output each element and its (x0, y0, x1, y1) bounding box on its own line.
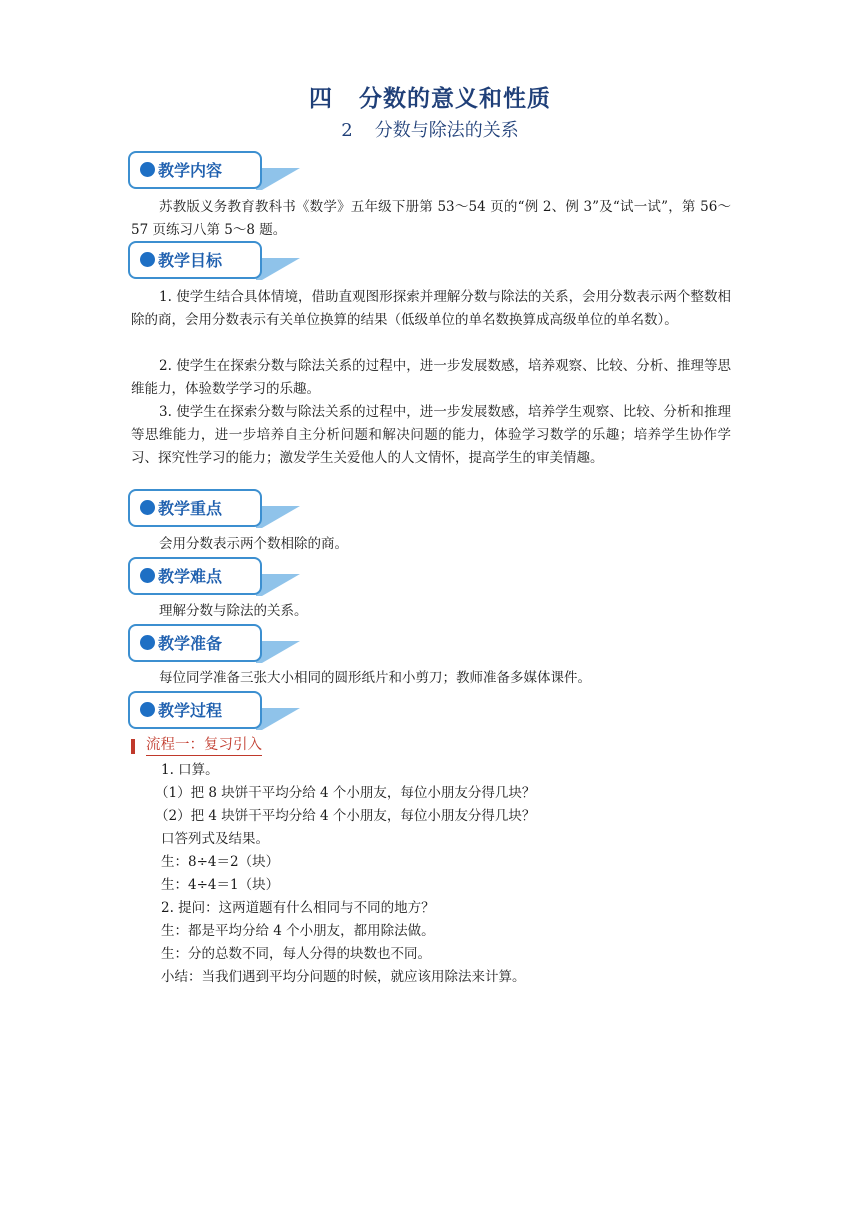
heading-badge-process (128, 691, 300, 733)
heading-label: 教学内容 (158, 161, 223, 180)
process-line: 生：4÷4＝1（块） (161, 877, 280, 893)
bullet-dot-icon (140, 500, 155, 515)
heading-label: 教学难点 (158, 567, 223, 586)
chapter-name: 分数的意义和性质 (359, 86, 551, 112)
badge-tail-shape (256, 641, 300, 663)
process-line: 生：8÷4＝2（块） (161, 854, 280, 870)
badge-tail-shape (256, 574, 300, 596)
process-line: （1）把 8 块饼干平均分给 4 个小朋友，每位小朋友分得几块？ (155, 785, 536, 801)
heading-badge-difficulties (128, 557, 300, 599)
content-text: 苏教版义务教育教科书《数学》五年级下册第 53～54 页的“例 2、例 3”及“试一试”，第 56～57 页练习八第 5～8 题。 (131, 199, 731, 238)
process-line: 口答列式及结果。 (161, 831, 269, 847)
badge-tail-shape (256, 506, 300, 528)
process-line: （2）把 4 块饼干平均分给 4 个小朋友，每位小朋友分得几块？ (155, 808, 536, 824)
heading-label: 教学重点 (158, 499, 223, 518)
badge-tail-shape (256, 258, 300, 280)
key-points-text: 会用分数表示两个数相除的商。 (159, 536, 348, 552)
badge-tail-shape (256, 168, 300, 190)
section-name: 分数与除法的关系 (374, 120, 519, 141)
badge-tail-shape (256, 708, 300, 730)
preparation-text: 每位同学准备三张大小相同的圆形纸片和小剪刀；教师准备多媒体课件。 (159, 670, 591, 686)
flow-marker-bar (131, 739, 135, 754)
heading-label: 教学准备 (158, 634, 223, 653)
flow-title: 流程一：复习引入 (146, 736, 262, 756)
heading-badge-goals (128, 241, 300, 283)
process-line: 生：都是平均分给 4 个小朋友，都用除法做。 (161, 923, 435, 939)
heading-label: 教学过程 (158, 701, 223, 720)
process-line: 2. 提问：这两道题有什么相同与不同的地方？ (161, 900, 435, 916)
bullet-dot-icon (140, 162, 155, 177)
heading-label: 教学目标 (158, 251, 223, 270)
process-line: 小结：当我们遇到平均分问题的时候，就应该用除法来计算。 (161, 969, 526, 985)
bullet-dot-icon (140, 635, 155, 650)
section-number: 2 (341, 120, 353, 141)
process-line: 1. 口算。 (161, 762, 219, 778)
process-line: 生：分的总数不同，每人分得的块数也不同。 (161, 946, 431, 962)
heading-badge-preparation (128, 624, 300, 666)
chapter-number: 四 (309, 86, 333, 112)
goal-item-1: 1. 使学生结合具体情境，借助直观图形探索并理解分数与除法的关系，会用分数表示两个整数相除的商，会用分数表示有关单位换算的结果（低级单位的单名数换算成高级单位的单名数）。 (131, 289, 731, 328)
bullet-dot-icon (140, 252, 155, 267)
heading-badge-key-points (128, 489, 300, 531)
chapter-title (0, 80, 860, 113)
section-title (0, 116, 860, 142)
bullet-dot-icon (140, 568, 155, 583)
goal-item-3: 3. 使学生在探索分数与除法关系的过程中，进一步发展数感，培养学生观察、比较、分析和推理等思维能力，进一步培养自主分析问题和解决问题的能力，体验学习数学的乐趣；培养学生协作学习、探究性学习的能力；激发学生关爱他人的人文情怀，提高学生的审美情趣。 (131, 404, 731, 466)
difficulties-text: 理解分数与除法的关系。 (159, 603, 308, 619)
goal-item-2: 2. 使学生在探索分数与除法关系的过程中，进一步发展数感，培养观察、比较、分析、推理等思维能力，体验数学学习的乐趣。 (131, 358, 731, 397)
bullet-dot-icon (140, 702, 155, 717)
heading-badge-content (128, 151, 300, 193)
